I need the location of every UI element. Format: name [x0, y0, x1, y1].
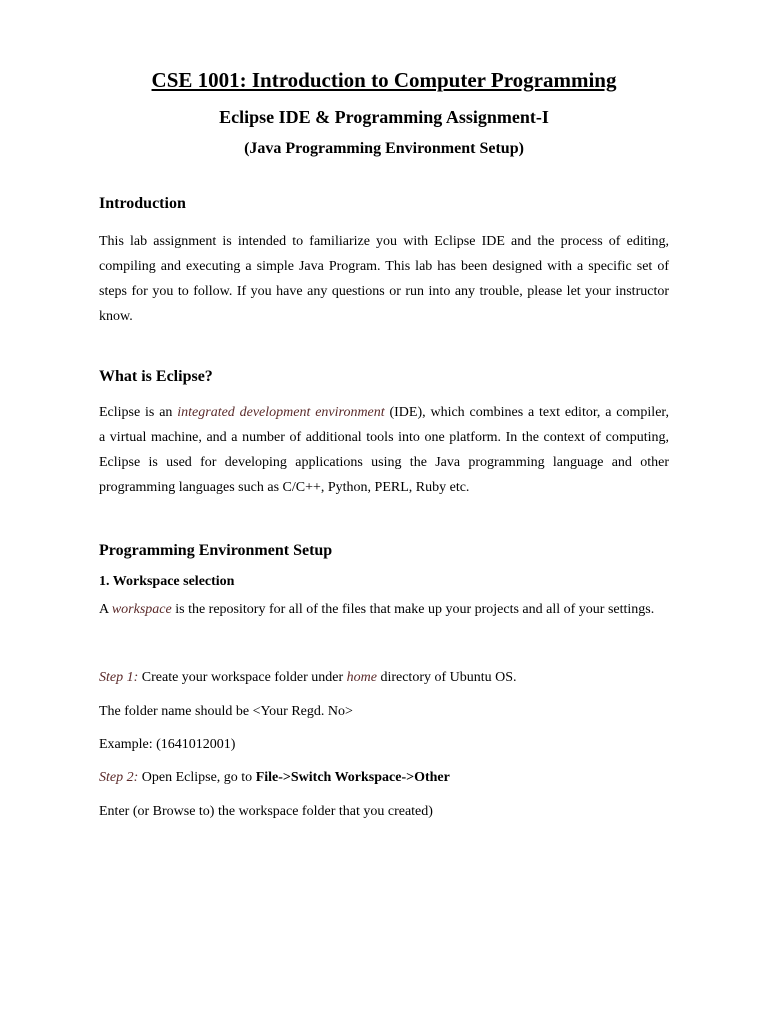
folder-name-instruction: The folder name should be <Your Regd. No>	[99, 704, 353, 719]
workspace-description	[99, 602, 654, 618]
step-1-post: directory of Ubuntu OS.	[376, 670, 517, 685]
eclipse-ide-term: integrated development environment	[177, 405, 385, 420]
workspace-pre: A	[99, 602, 112, 617]
introduction-line: steps for you to follow. If you have any questions or run into any trouble, please let your instructor	[99, 284, 669, 299]
introduction-paragraph	[99, 229, 669, 329]
eclipse-line-1-pre: Eclipse is an	[99, 405, 178, 420]
step-2-pre: Open Eclipse, go to	[138, 770, 256, 785]
eclipse-line: Eclipse is used for developing applications using the Java programming language and other	[99, 455, 669, 470]
step-2-label: Step 2:	[99, 770, 139, 785]
setup-heading: Programming Environment Setup	[99, 542, 333, 559]
introduction-line: This lab assignment is intended to familiarize you with Eclipse IDE and the process of editing,	[99, 234, 669, 249]
what-is-eclipse-paragraph	[99, 400, 669, 500]
step-1-label: Step 1:	[99, 670, 139, 685]
eclipse-line-1	[99, 400, 669, 425]
eclipse-line-1-post: (IDE), which combines a text editor, a compiler,	[384, 405, 670, 420]
what-is-eclipse-heading: What is Eclipse?	[99, 368, 213, 385]
document-subtitle: Eclipse IDE & Programming Assignment-I	[219, 107, 549, 127]
workspace-term: workspace	[111, 602, 172, 617]
eclipse-line: programming languages such as C/C++, Python, PERL, Ruby etc.	[99, 480, 470, 495]
workspace-selection-heading: 1. Workspace selection	[99, 574, 235, 589]
menu-path: File->Switch Workspace->Other	[255, 770, 450, 785]
introduction-line: compiling and executing a simple Java Program. This lab has been designed with a specific set of	[99, 259, 669, 274]
step-1	[99, 670, 517, 686]
workspace-post: is the repository for all of the files that make up your projects and all of your settings.	[171, 602, 655, 617]
step-2	[99, 770, 450, 786]
enter-workspace-instruction: Enter (or Browse to) the workspace folder that you created)	[99, 804, 433, 819]
step-1-pre: Create your workspace folder under	[138, 670, 347, 685]
folder-example: Example: (1641012001)	[99, 737, 236, 752]
introduction-heading: Introduction	[99, 195, 186, 212]
introduction-line: know.	[99, 309, 133, 324]
document-title: CSE 1001: Introduction to Computer Programming	[151, 68, 617, 92]
document-subsubtitle: (Java Programming Environment Setup)	[244, 140, 524, 157]
eclipse-line: a virtual machine, and a number of additional tools into one platform. In the context of computing,	[99, 430, 669, 445]
home-term: home	[346, 670, 377, 685]
